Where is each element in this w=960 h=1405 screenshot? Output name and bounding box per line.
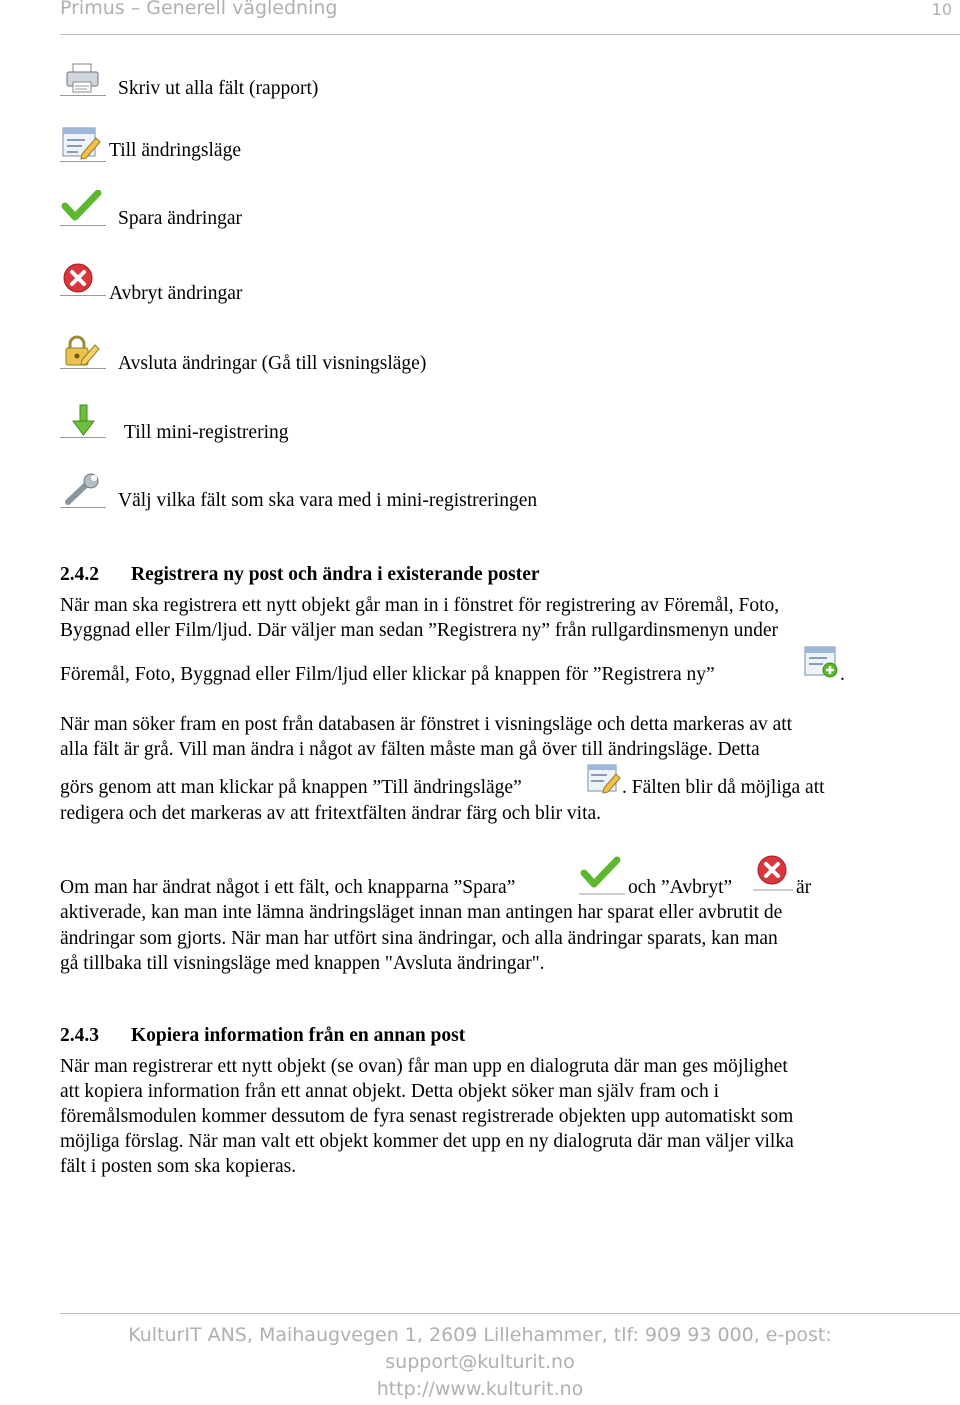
section-title: Registrera ny post och ändra i existerande poster bbox=[131, 564, 540, 585]
legend-label: Skriv ut alla fält (rapport) bbox=[118, 78, 319, 99]
paragraph-line: möjliga förslag. När man valt ett objekt kommer det upp en ny dialogruta där man väljer vilka bbox=[60, 1131, 794, 1152]
footer-website-link[interactable]: http://www.kulturit.no bbox=[376, 1378, 584, 1400]
section-number: 2.4.3 bbox=[60, 1025, 99, 1046]
footer-email-link[interactable]: support@kulturit.no bbox=[385, 1351, 575, 1373]
legend-label: Välj vilka fält som ska vara med i mini-registreringen bbox=[118, 490, 538, 511]
paragraph-line: Om man har ändrat något i ett fält, och knapparna ”Spara” bbox=[60, 877, 516, 898]
legend-label: Spara ändringar bbox=[118, 208, 242, 229]
paragraph-line: ändringar som gjorts. När man har utfört sina ändringar, och alla ändringar sparats, kan man bbox=[60, 928, 778, 949]
paragraph-line: När man ska registrera ett nytt objekt går man in i fönstret för registrering av Föremål, Foto, bbox=[60, 595, 780, 616]
checkmark-icon bbox=[579, 855, 625, 895]
paragraph-line: och ”Avbryt” bbox=[628, 877, 733, 898]
paragraph-line: När man registrerar ett nytt objekt (se ovan) får man upp en dialogruta där man ges möjlighet bbox=[60, 1056, 788, 1077]
wrench-icon bbox=[60, 472, 106, 508]
edit-form-icon bbox=[586, 763, 622, 795]
legend-label: Avbryt ändringar bbox=[109, 283, 243, 304]
paragraph-line: att kopiera information från ett annat objekt. Detta objekt söker man själv fram och i bbox=[60, 1081, 719, 1102]
paragraph-line: görs genom att man klickar på knappen ”Till ändringsläge” bbox=[60, 777, 522, 798]
section-heading bbox=[60, 564, 540, 586]
down-arrow-icon bbox=[60, 402, 106, 438]
legend-label: Till ändringsläge bbox=[109, 140, 241, 161]
paragraph-line: redigera och det markeras av att fritextfälten ändrar färg och blir vita. bbox=[60, 803, 602, 824]
paragraph-line: Föremål, Foto, Byggnad eller Film/ljud eller klickar på knappen för ”Registrera ny” bbox=[60, 664, 715, 685]
lock-edit-icon bbox=[60, 333, 106, 369]
legend-label: Till mini-registrering bbox=[124, 422, 289, 443]
paragraph-line: . Fälten blir då möjliga att bbox=[622, 777, 825, 798]
checkmark-icon bbox=[60, 190, 106, 226]
section-number: 2.4.2 bbox=[60, 564, 99, 585]
paragraph-line: är bbox=[796, 877, 812, 898]
cancel-icon bbox=[60, 260, 96, 296]
footer-divider bbox=[60, 1313, 960, 1314]
printer-icon bbox=[60, 60, 106, 96]
paragraph-line: alla fält är grå. Vill man ändra i något av fälten måste man gå över till ändringsläge. Detta bbox=[60, 739, 760, 760]
paragraph-line: När man söker fram en post från databasen är fönstret i visningsläge och detta markeras av att bbox=[60, 714, 793, 735]
section-title: Kopiera information från en annan post bbox=[131, 1025, 466, 1046]
footer-address: KulturIT ANS, Maihaugvegen 1, 2609 Lillehammer, tlf: 909 93 000, e-post: bbox=[128, 1324, 832, 1346]
paragraph-line: gå tillbaka till visningsläge med knappen "Avsluta ändringar". bbox=[60, 953, 545, 974]
register-new-icon bbox=[803, 645, 839, 677]
cancel-icon bbox=[753, 851, 793, 891]
paragraph-line: Byggnad eller Film/ljud. Där väljer man sedan ”Registrera ny” från rullgardinsmenyn under bbox=[60, 620, 779, 641]
legend-label: Avsluta ändringar (Gå till visningsläge) bbox=[118, 353, 427, 374]
document-title: Primus – Generell vägledning bbox=[60, 0, 338, 19]
paragraph-line: aktiverade, kan man inte lämna ändringsläget innan man antingen har sparat eller avbrutit de bbox=[60, 902, 783, 923]
paragraph-line: fält i posten som ska kopieras. bbox=[60, 1156, 297, 1177]
edit-form-icon bbox=[60, 126, 106, 162]
page-number: 10 bbox=[931, 0, 952, 19]
paragraph-line: . bbox=[840, 664, 845, 685]
paragraph-line: föremålsmodulen kommer dessutom de fyra senast registrerade objekten upp automatiskt som bbox=[60, 1106, 794, 1127]
page-header bbox=[60, 0, 960, 35]
section-heading bbox=[60, 1025, 465, 1047]
